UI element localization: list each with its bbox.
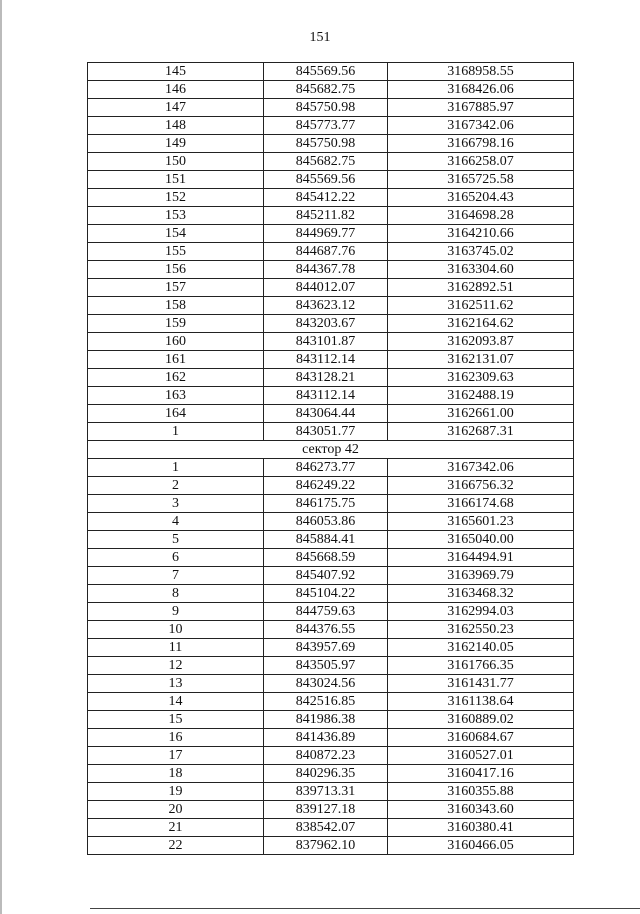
x-coordinate-cell: 845884.41: [264, 531, 388, 549]
point-number-cell: 159: [88, 315, 264, 333]
point-number-cell: 15: [88, 711, 264, 729]
point-number-cell: 163: [88, 387, 264, 405]
table-row: [88, 189, 574, 207]
y-coordinate-cell: 3165040.00: [388, 531, 574, 549]
x-coordinate-cell: 845569.56: [264, 171, 388, 189]
x-coordinate-cell: 844687.76: [264, 243, 388, 261]
table-row: [88, 531, 574, 549]
x-coordinate-cell: 845104.22: [264, 585, 388, 603]
section-row: [88, 441, 574, 459]
y-coordinate-cell: 3163745.02: [388, 243, 574, 261]
point-number-cell: 164: [88, 405, 264, 423]
x-coordinate-cell: 844969.77: [264, 225, 388, 243]
point-number-cell: 21: [88, 819, 264, 837]
x-coordinate-cell: 846249.22: [264, 477, 388, 495]
x-coordinate-cell: 845682.75: [264, 81, 388, 99]
point-number-cell: 156: [88, 261, 264, 279]
table-row: [88, 675, 574, 693]
x-coordinate-cell: 844759.63: [264, 603, 388, 621]
y-coordinate-cell: 3160527.01: [388, 747, 574, 765]
x-coordinate-cell: 841986.38: [264, 711, 388, 729]
point-number-cell: 158: [88, 297, 264, 315]
y-coordinate-cell: 3160417.16: [388, 765, 574, 783]
point-number-cell: 1: [88, 423, 264, 441]
point-number-cell: 160: [88, 333, 264, 351]
x-coordinate-cell: 842516.85: [264, 693, 388, 711]
scan-edge: [0, 0, 2, 914]
table-row: [88, 225, 574, 243]
table-row: [88, 63, 574, 81]
point-number-cell: 149: [88, 135, 264, 153]
point-number-cell: 151: [88, 171, 264, 189]
x-coordinate-cell: 845211.82: [264, 207, 388, 225]
point-number-cell: 4: [88, 513, 264, 531]
table-row: [88, 711, 574, 729]
table-row: [88, 549, 574, 567]
table-row: [88, 801, 574, 819]
point-number-cell: 2: [88, 477, 264, 495]
y-coordinate-cell: 3160355.88: [388, 783, 574, 801]
point-number-cell: 3: [88, 495, 264, 513]
y-coordinate-cell: 3163468.32: [388, 585, 574, 603]
point-number-cell: 7: [88, 567, 264, 585]
y-coordinate-cell: 3162550.23: [388, 621, 574, 639]
y-coordinate-cell: 3162661.00: [388, 405, 574, 423]
point-number-cell: 20: [88, 801, 264, 819]
point-number-cell: 154: [88, 225, 264, 243]
table-row: [88, 567, 574, 585]
x-coordinate-cell: 843112.14: [264, 351, 388, 369]
x-coordinate-cell: 843112.14: [264, 387, 388, 405]
x-coordinate-cell: 843203.67: [264, 315, 388, 333]
table-row: [88, 747, 574, 765]
y-coordinate-cell: 3168426.06: [388, 81, 574, 99]
section-header-body: [88, 441, 574, 459]
table-row: [88, 603, 574, 621]
y-coordinate-cell: 3163304.60: [388, 261, 574, 279]
y-coordinate-cell: 3164698.28: [388, 207, 574, 225]
point-number-cell: 14: [88, 693, 264, 711]
table-row: [88, 765, 574, 783]
table-row: [88, 297, 574, 315]
x-coordinate-cell: 843623.12: [264, 297, 388, 315]
x-coordinate-cell: 843101.87: [264, 333, 388, 351]
x-coordinate-cell: 840872.23: [264, 747, 388, 765]
y-coordinate-cell: 3160466.05: [388, 837, 574, 855]
x-coordinate-cell: 845750.98: [264, 135, 388, 153]
point-number-cell: 146: [88, 81, 264, 99]
point-number-cell: 145: [88, 63, 264, 81]
table-row: [88, 261, 574, 279]
y-coordinate-cell: 3160684.67: [388, 729, 574, 747]
point-number-cell: 19: [88, 783, 264, 801]
table-row: [88, 495, 574, 513]
x-coordinate-cell: 845407.92: [264, 567, 388, 585]
point-number-cell: 10: [88, 621, 264, 639]
coordinates-table: [87, 62, 574, 855]
x-coordinate-cell: 839127.18: [264, 801, 388, 819]
y-coordinate-cell: 3164494.91: [388, 549, 574, 567]
y-coordinate-cell: 3165725.58: [388, 171, 574, 189]
point-number-cell: 22: [88, 837, 264, 855]
table-row: [88, 117, 574, 135]
y-coordinate-cell: 3167885.97: [388, 99, 574, 117]
table-row: [88, 729, 574, 747]
table-row: [88, 639, 574, 657]
point-number-cell: 161: [88, 351, 264, 369]
y-coordinate-cell: 3162687.31: [388, 423, 574, 441]
y-coordinate-cell: 3162994.03: [388, 603, 574, 621]
x-coordinate-cell: 843128.21: [264, 369, 388, 387]
y-coordinate-cell: 3166756.32: [388, 477, 574, 495]
x-coordinate-cell: 845682.75: [264, 153, 388, 171]
y-coordinate-cell: 3162488.19: [388, 387, 574, 405]
point-number-cell: 157: [88, 279, 264, 297]
x-coordinate-cell: 845569.56: [264, 63, 388, 81]
x-coordinate-cell: 845412.22: [264, 189, 388, 207]
y-coordinate-cell: 3162140.05: [388, 639, 574, 657]
table-row: [88, 99, 574, 117]
table-body-part2: [88, 459, 574, 855]
table-row: [88, 459, 574, 477]
y-coordinate-cell: 3160343.60: [388, 801, 574, 819]
x-coordinate-cell: 837962.10: [264, 837, 388, 855]
table-row: [88, 369, 574, 387]
table-row: [88, 405, 574, 423]
x-coordinate-cell: 843957.69: [264, 639, 388, 657]
table-row: [88, 81, 574, 99]
x-coordinate-cell: 844012.07: [264, 279, 388, 297]
table-row: [88, 135, 574, 153]
y-coordinate-cell: 3162309.63: [388, 369, 574, 387]
point-number-cell: 162: [88, 369, 264, 387]
table-row: [88, 477, 574, 495]
point-number-cell: 153: [88, 207, 264, 225]
y-coordinate-cell: 3164210.66: [388, 225, 574, 243]
x-coordinate-cell: 844367.78: [264, 261, 388, 279]
table-row: [88, 819, 574, 837]
point-number-cell: 155: [88, 243, 264, 261]
x-coordinate-cell: 845773.77: [264, 117, 388, 135]
point-number-cell: 16: [88, 729, 264, 747]
y-coordinate-cell: 3166258.07: [388, 153, 574, 171]
bottom-rule: [90, 908, 640, 909]
y-coordinate-cell: 3165601.23: [388, 513, 574, 531]
table-body-part1: [88, 63, 574, 441]
point-number-cell: 17: [88, 747, 264, 765]
x-coordinate-cell: 843024.56: [264, 675, 388, 693]
point-number-cell: 13: [88, 675, 264, 693]
point-number-cell: 8: [88, 585, 264, 603]
page-number: 151: [309, 30, 331, 45]
x-coordinate-cell: 845750.98: [264, 99, 388, 117]
x-coordinate-cell: 839713.31: [264, 783, 388, 801]
y-coordinate-cell: 3160889.02: [388, 711, 574, 729]
x-coordinate-cell: 845668.59: [264, 549, 388, 567]
table-row: [88, 207, 574, 225]
y-coordinate-cell: 3160380.41: [388, 819, 574, 837]
table-row: [88, 423, 574, 441]
x-coordinate-cell: 838542.07: [264, 819, 388, 837]
y-coordinate-cell: 3162511.62: [388, 297, 574, 315]
x-coordinate-cell: 843051.77: [264, 423, 388, 441]
x-coordinate-cell: 846273.77: [264, 459, 388, 477]
x-coordinate-cell: 844376.55: [264, 621, 388, 639]
table-row: [88, 585, 574, 603]
y-coordinate-cell: 3163969.79: [388, 567, 574, 585]
y-coordinate-cell: 3162164.62: [388, 315, 574, 333]
point-number-cell: 5: [88, 531, 264, 549]
y-coordinate-cell: 3166798.16: [388, 135, 574, 153]
table-row: [88, 171, 574, 189]
y-coordinate-cell: 3167342.06: [388, 459, 574, 477]
y-coordinate-cell: 3166174.68: [388, 495, 574, 513]
y-coordinate-cell: 3161431.77: [388, 675, 574, 693]
table-row: [88, 693, 574, 711]
point-number-cell: 12: [88, 657, 264, 675]
point-number-cell: 18: [88, 765, 264, 783]
table-row: [88, 387, 574, 405]
table-row: [88, 783, 574, 801]
y-coordinate-cell: 3161138.64: [388, 693, 574, 711]
point-number-cell: 6: [88, 549, 264, 567]
y-coordinate-cell: 3161766.35: [388, 657, 574, 675]
point-number-cell: 150: [88, 153, 264, 171]
point-number-cell: 11: [88, 639, 264, 657]
table-row: [88, 837, 574, 855]
y-coordinate-cell: 3167342.06: [388, 117, 574, 135]
y-coordinate-cell: 3162093.87: [388, 333, 574, 351]
y-coordinate-cell: 3165204.43: [388, 189, 574, 207]
table-row: [88, 351, 574, 369]
x-coordinate-cell: 843064.44: [264, 405, 388, 423]
table-row: [88, 657, 574, 675]
point-number-cell: 147: [88, 99, 264, 117]
x-coordinate-cell: 846053.86: [264, 513, 388, 531]
table-row: [88, 315, 574, 333]
x-coordinate-cell: 846175.75: [264, 495, 388, 513]
point-number-cell: 152: [88, 189, 264, 207]
table-row: [88, 513, 574, 531]
section-label: сектор 42: [88, 441, 574, 459]
table-row: [88, 243, 574, 261]
table-row: [88, 333, 574, 351]
x-coordinate-cell: 840296.35: [264, 765, 388, 783]
y-coordinate-cell: 3168958.55: [388, 63, 574, 81]
table-row: [88, 279, 574, 297]
point-number-cell: 148: [88, 117, 264, 135]
x-coordinate-cell: 841436.89: [264, 729, 388, 747]
point-number-cell: 1: [88, 459, 264, 477]
table-row: [88, 153, 574, 171]
table-row: [88, 621, 574, 639]
x-coordinate-cell: 843505.97: [264, 657, 388, 675]
y-coordinate-cell: 3162131.07: [388, 351, 574, 369]
y-coordinate-cell: 3162892.51: [388, 279, 574, 297]
point-number-cell: 9: [88, 603, 264, 621]
